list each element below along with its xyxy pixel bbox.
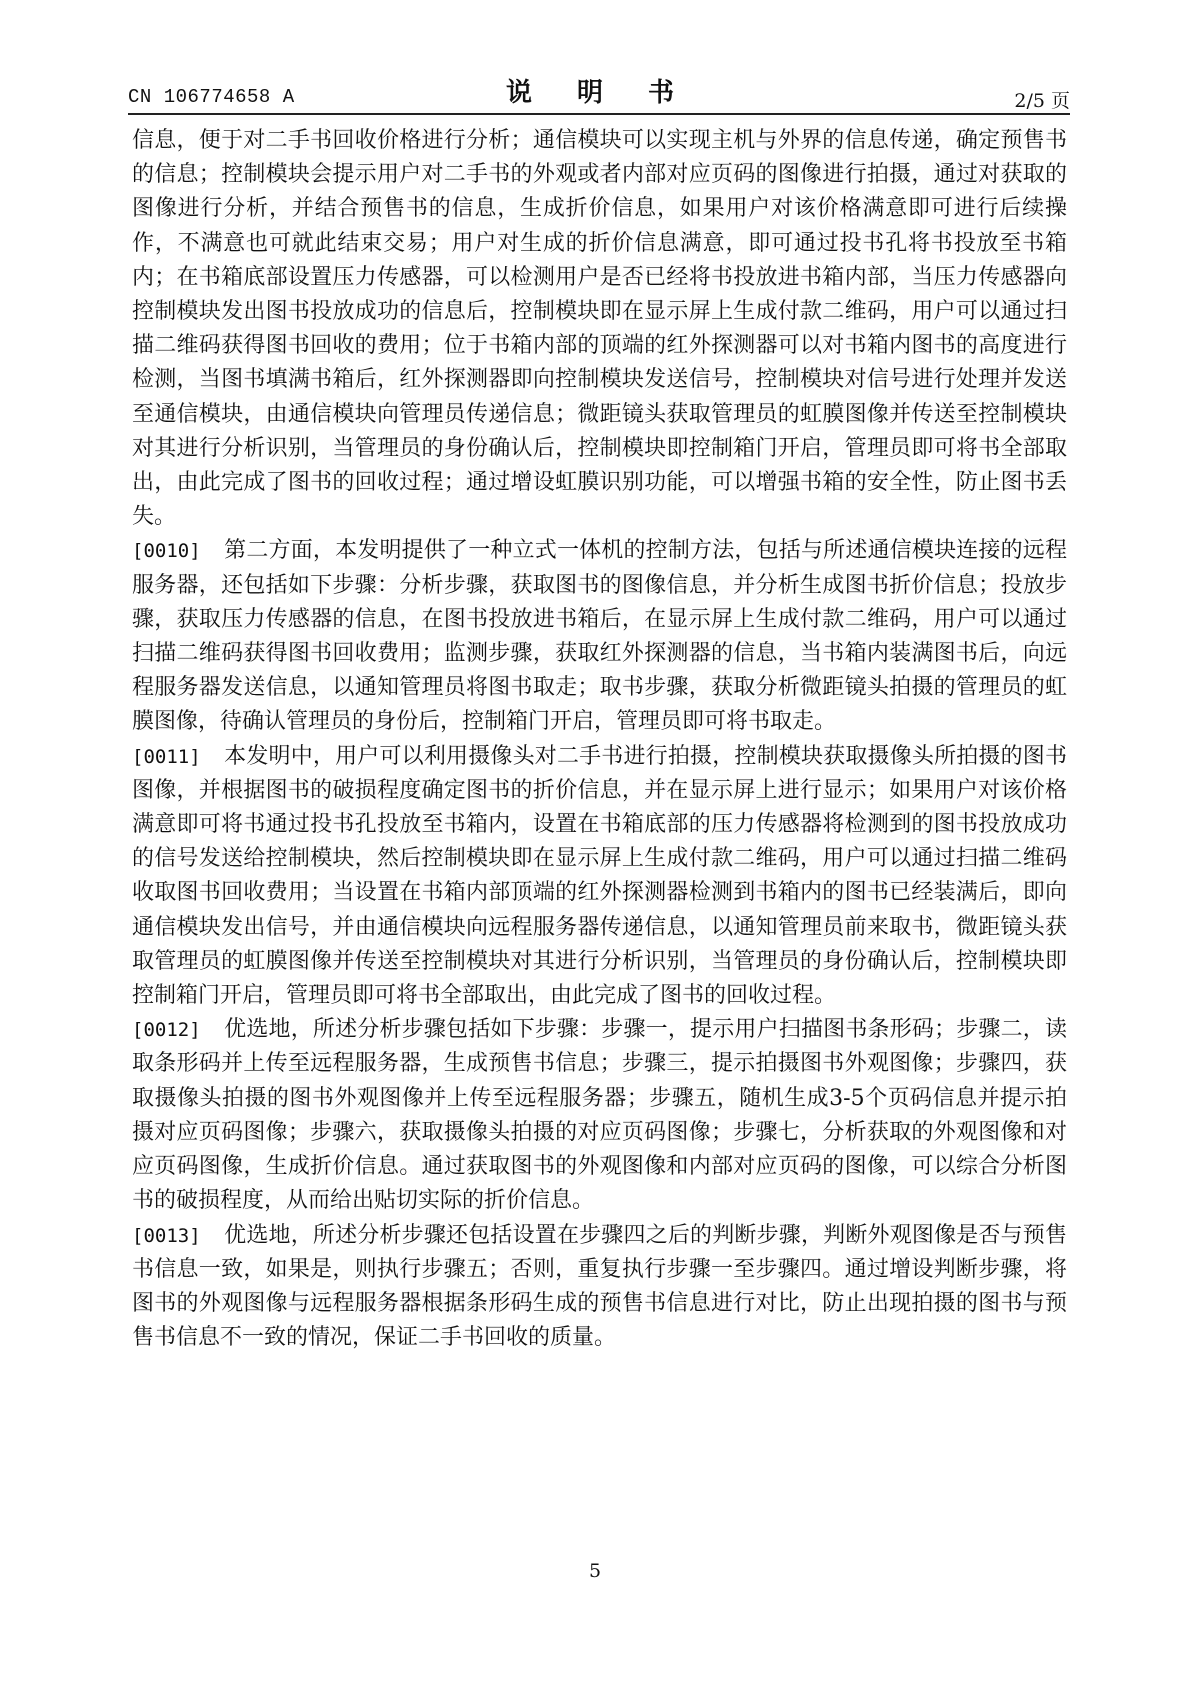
page-number: 5 bbox=[588, 1560, 602, 1582]
page-of-indicator: 2/5 页 bbox=[1014, 90, 1070, 112]
paragraph-text: 优选地，所述分析步骤包括如下步骤：步骤一，提示用户扫描图书条形码；步骤二，读取条形码并上传至远程服务器，生成预售书信息；步骤三，提示拍摄图书外观图像；步骤四，获取摄像头拍摄的图书外观图像并上传至远程服务器；步骤五，随机生成3-5个页码信息并提示拍摄对应页码图像；步骤六，获取摄像头拍摄的对应页码图像；步骤七，分析获取的外观图像和对应页码图像，生成折价信息。通过获取图书的外观图像和内部对应页码的图像，可以综合分析图书的破损程度，从而给出贴切实际的折价信息。 bbox=[132, 1017, 1067, 1214]
paragraph-number: [0011] bbox=[132, 745, 201, 768]
paragraph-text: 优选地，所述分析步骤还包括设置在步骤四之后的判断步骤，判断外观图像是否与预售书信息一致，如果是，则执行步骤五；否则，重复执行步骤一至步骤四。通过增设判断步骤，将图书的外观图像与远程服务器根据条形码生成的预售书信息进行对比，防止出现拍摄的图书与预售书信息不一致的情况，保证二手书回收的质量。 bbox=[132, 1222, 1067, 1351]
description-body bbox=[132, 124, 1067, 1355]
paragraph-number: [0010] bbox=[132, 540, 201, 563]
paragraph-0012 bbox=[132, 1013, 1067, 1218]
header-rule bbox=[128, 113, 1070, 115]
document-title: 说 明 书 bbox=[505, 78, 693, 108]
paragraph-continued bbox=[132, 124, 1067, 534]
paragraph-0010 bbox=[132, 534, 1067, 739]
paragraph-number: [0012] bbox=[132, 1019, 201, 1042]
paragraph-0013 bbox=[132, 1219, 1067, 1356]
publication-number: CN 106774658 A bbox=[128, 86, 295, 108]
paragraph-text: 第二方面，本发明提供了一种立式一体机的控制方法，包括与所述通信模块连接的远程服务器，还包括如下步骤：分析步骤，获取图书的图像信息，并分析生成图书折价信息；投放步骤，获取压力传感器的信息，在图书投放进书箱后，在显示屏上生成付款二维码，用户可以通过扫描二维码获得图书回收费用；监测步骤，获取红外探测器的信息，当书箱内装满图书后，向远程服务器发送信息，以通知管理员将图书取走；取书步骤，获取分析微距镜头拍摄的管理员的虹膜图像，待确认管理员的身份后，控制箱门开启，管理员即可将书取走。 bbox=[132, 538, 1067, 735]
paragraph-text: 信息，便于对二手书回收价格进行分析；通信模块可以实现主机与外界的信息传递，确定预售书的信息；控制模块会提示用户对二手书的外观或者内部对应页码的图像进行拍摄，通过对获取的图像进行分析，并结合预售书的信息，生成折价信息，如果用户对该价格满意即可进行后续操作，不满意也可就此结束交易；用户对生成的折价信息满意，即可通过投书孔将书投放至书箱内；在书箱底部设置压力传感器，可以检测用户是否已经将书投放进书箱内部，当压力传感器向控制模块发出图书投放成功的信息后，控制模块即在显示屏上生成付款二维码，用户可以通过扫描二维码获得图书回收的费用；位于书箱内部的顶端的红外探测器可以对书箱内图书的高度进行检测，当图书填满书箱后，红外探测器即向控制模块发送信号，控制模块对信号进行处理并发送至通信模块，由通信模块向管理员传递信息；微距镜头获取管理员的虹膜图像并传送至控制模块对其进行分析识别，当管理员的身份确认后，控制模块即控制箱门开启，管理员即可将书全部取出，由此完成了图书的回收过程；通过增设虹膜识别功能，可以增强书箱的安全性，防止图书丢失。 bbox=[132, 128, 1067, 530]
paragraph-number: [0013] bbox=[132, 1224, 201, 1247]
paragraph-text: 本发明中，用户可以利用摄像头对二手书进行拍摄，控制模块获取摄像头所拍摄的图书图像，并根据图书的破损程度确定图书的折价信息，并在显示屏上进行显示；如果用户对该价格满意即可将书通过投书孔投放至书箱内，设置在书箱底部的压力传感器将检测到的图书投放成功的信号发送给控制模块，然后控制模块即在显示屏上生成付款二维码，用户可以通过扫描二维码收取图书回收费用；当设置在书箱内部顶端的红外探测器检测到书箱内的图书已经装满后，即向通信模块发出信号，并由通信模块向远程服务器传递信息，以通知管理员前来取书，微距镜头获取管理员的虹膜图像并传送至控制模块对其进行分析识别，当管理员的身份确认后，控制模块即控制箱门开启，管理员即可将书全部取出，由此完成了图书的回收过程。 bbox=[132, 743, 1067, 1009]
page-header bbox=[128, 72, 1070, 116]
paragraph-0011 bbox=[132, 740, 1067, 1014]
